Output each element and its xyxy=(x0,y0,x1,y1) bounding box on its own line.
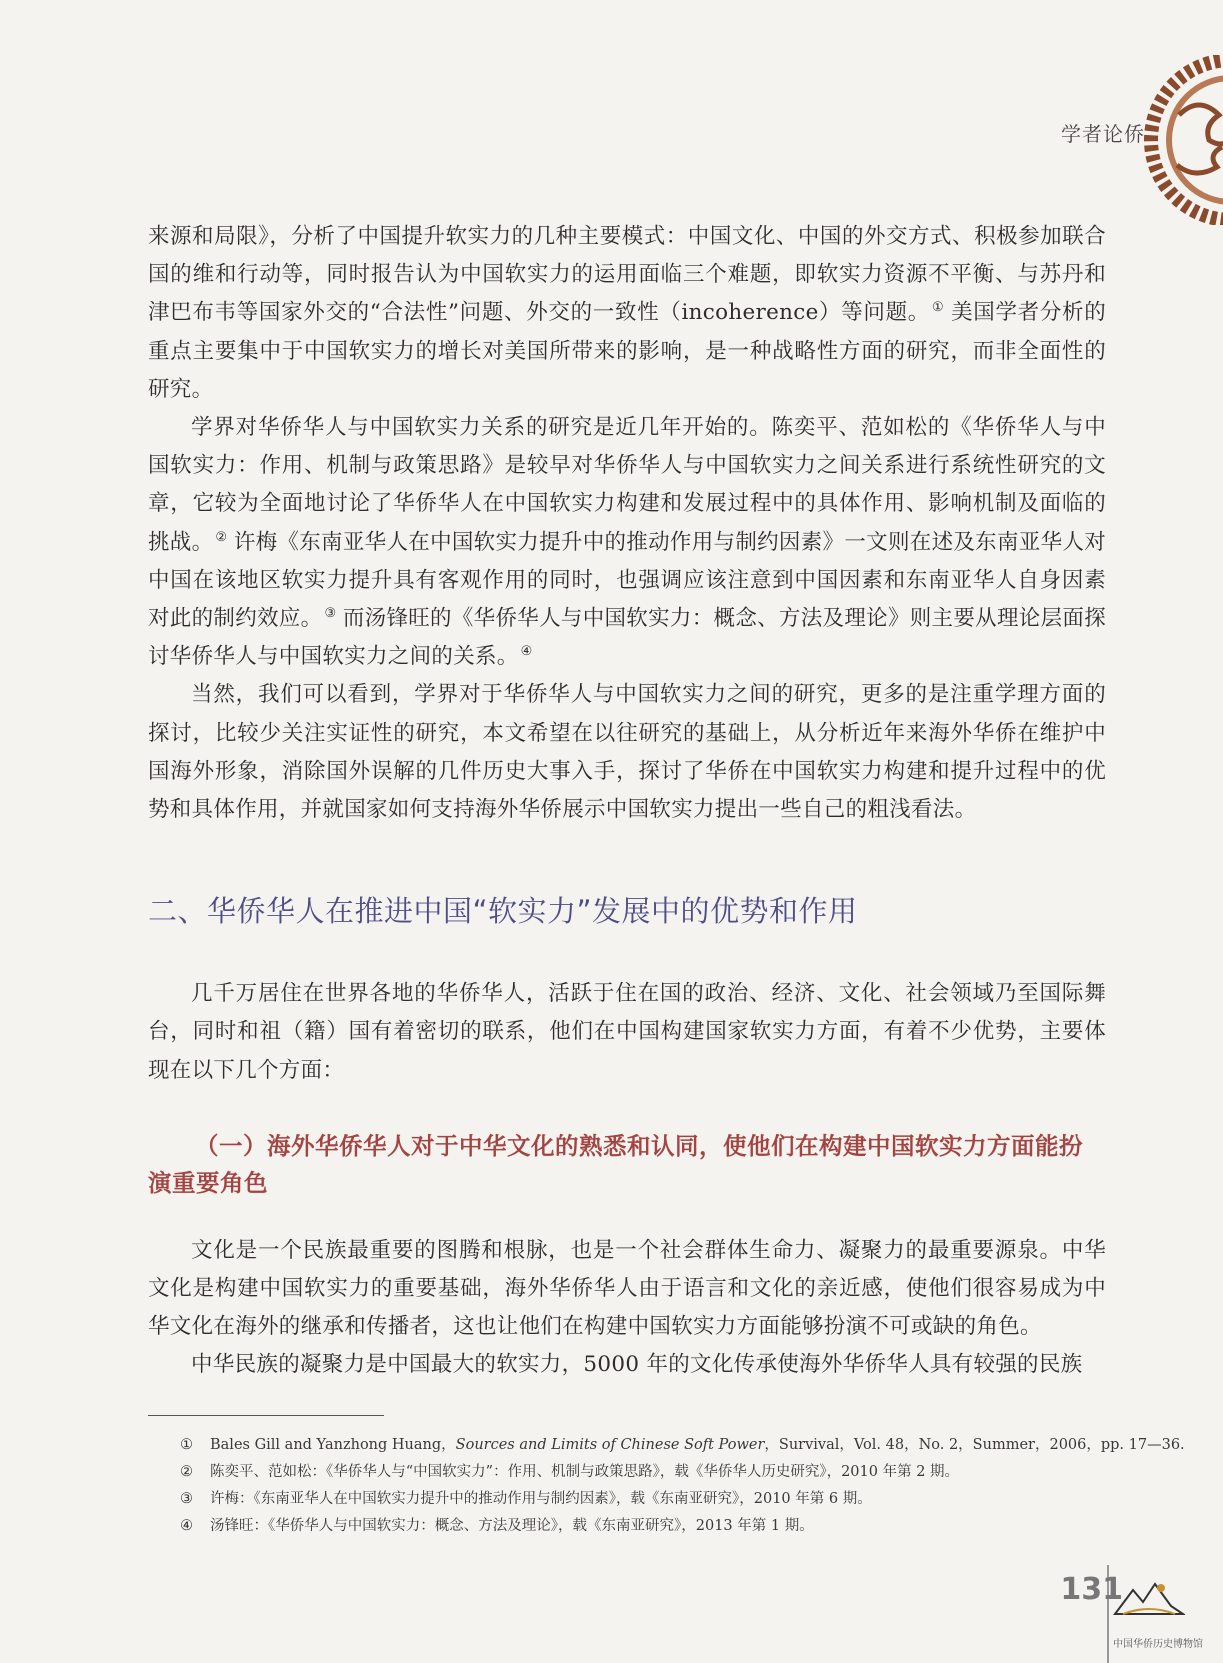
footnote-1 xyxy=(180,1432,1185,1459)
footnotes xyxy=(180,1432,1185,1540)
page-number: 131 xyxy=(1060,1572,1123,1607)
footnote-divider xyxy=(148,1415,384,1416)
footnote-source: ，Survival，Vol. 48，No. 2，Summer，2006，pp. 17—36. xyxy=(764,1437,1185,1453)
paragraph-1 xyxy=(148,218,1106,409)
footnote-mark: ③ xyxy=(180,1491,193,1507)
paragraph-3: 当然，我们可以看到，学界对于华侨华人与中国软实力之间的研究，更多的是注重学理方面的探讨，比较少关注实证性的研究，本文希望在以往研究的基础上，从分析近年来海外华侨在维护中国海外形象，消除国外误解的几件历史大事入手，探讨了华侨在中国软实力构建和提升过程中的优势和具体作用，并就国家如何支持海外华侨展示中国软实力提出一些自己的粗浅看法。 xyxy=(148,682,1106,823)
footnote-title: Sources and Limits of Chinese Soft Power xyxy=(455,1437,765,1453)
footnote-text: 陈奕平、范如松：《华侨华人与“中国软实力”：作用、机制与政策思路》，载《华侨华人历史研究》，2010 年第 2 期。 xyxy=(210,1464,960,1480)
subsection-heading: （一）海外华侨华人对于中华文化的熟悉和认同，使他们在构建中国软实力方面能扮演重要角色 xyxy=(148,1131,1083,1197)
section-intro: 几千万居住在世界各地的华侨华人，活跃于住在国的政治、经济、文化、社会领域乃至国际舞台，同时和祖（籍）国有着密切的联系，他们在中国构建国家软实力方面，有着不少优势，主要体现在以下几个方面： xyxy=(148,981,1106,1083)
museum-logo-icon xyxy=(1113,1578,1185,1618)
subsection-paragraph-1: 文化是一个民族最重要的图腾和根脉，也是一个社会群体生命力、凝聚力的最重要源泉。中华文化是构建中国软实力的重要基础，海外华侨华人由于语言和文化的亲近感，使他们很容易成为中华文化在海外的继承和传播者，这也让他们在构建中国软实力方面能够扮演不可或缺的角色。 xyxy=(148,1237,1106,1340)
paragraph-2 xyxy=(148,409,1106,676)
footnote-mark: ④ xyxy=(180,1518,193,1534)
body-text xyxy=(148,218,1106,1385)
footnote-text: 汤锋旺：《华侨华人与中国软实力：概念、方法及理论》，载《东南亚研究》，2013 年第 1 期。 xyxy=(210,1518,814,1534)
logo-caption: 中国华侨历史博物馆 xyxy=(1113,1639,1203,1650)
footnote-mark: ② xyxy=(180,1464,193,1480)
subsection-paragraph-2: 中华民族的凝聚力是中国最大的软实力，5000 年的文化传承使海外华侨华人具有较强的民族 xyxy=(191,1352,1083,1378)
running-header: 学者论侨 xyxy=(1061,122,1145,146)
paragraph-text: 学界对华侨华人与中国软实力关系的研究是近几年开始的。陈奕平、范如松的《华侨华人与中国软实力：作用、机制与政策思路》是较早对华侨华人与中国软实力之间关系进行系统性研究的文章，它较为全面地讨论了华侨华人在中国软实力构建和发展过程中的具体作用、影响机制及面临的挑战。 xyxy=(148,415,1106,555)
footnote-author: Bales Gill and Yanzhong Huang， xyxy=(210,1437,456,1453)
footnote-4 xyxy=(180,1513,1110,1540)
paragraph-text: 而汤锋旺的《华侨华人与中国软实力：概念、方法及理论》则主要从理论层面探讨华侨华人与中国软实力之间的关系。 xyxy=(148,606,1106,670)
footnote-ref-3[interactable]: ③ xyxy=(324,606,341,622)
footnote-text: 许梅：《东南亚华人在中国软实力提升中的推动作用与制约因素》，载《东南亚研究》，2010 年第 6 期。 xyxy=(210,1491,872,1507)
decorative-ornament-icon xyxy=(1139,55,1223,225)
footnote-mark: ① xyxy=(180,1437,193,1453)
footnote-2 xyxy=(180,1459,1110,1486)
footnote-3 xyxy=(180,1486,1110,1513)
paragraph-text: 美国学者分析的重点主要集中于中国软实力的增长对美国所带来的影响，是一种战略性方面的研究，而非全面性的研究。 xyxy=(148,300,1106,402)
footnote-ref-2[interactable]: ② xyxy=(215,529,232,545)
paragraph-text: 许梅《东南亚华人在中国软实力提升中的推动作用与制约因素》一文则在述及东南亚华人对中国在该地区软实力提升具有客观作用的同时，也强调应该注意到中国因素和东南亚华人自身因素对此的制约效应。 xyxy=(148,529,1106,632)
paragraph-text: 来源和局限》，分析了中国提升软实力的几种主要模式：中国文化、中国的外交方式、积极参加联合国的维和行动等，同时报告认为中国软实力的运用面临三个难题，即软实力资源不平衡、与苏丹和津巴布韦等国家外交的“合法性”问题、外交的一致性（incoherence）等问题。 xyxy=(148,224,1106,326)
footnote-ref-1[interactable]: ① xyxy=(931,300,950,316)
section-heading: 二、华侨华人在推进中国“软实力”发展中的优势和作用 xyxy=(148,894,858,929)
footnote-ref-4[interactable]: ④ xyxy=(520,644,533,660)
